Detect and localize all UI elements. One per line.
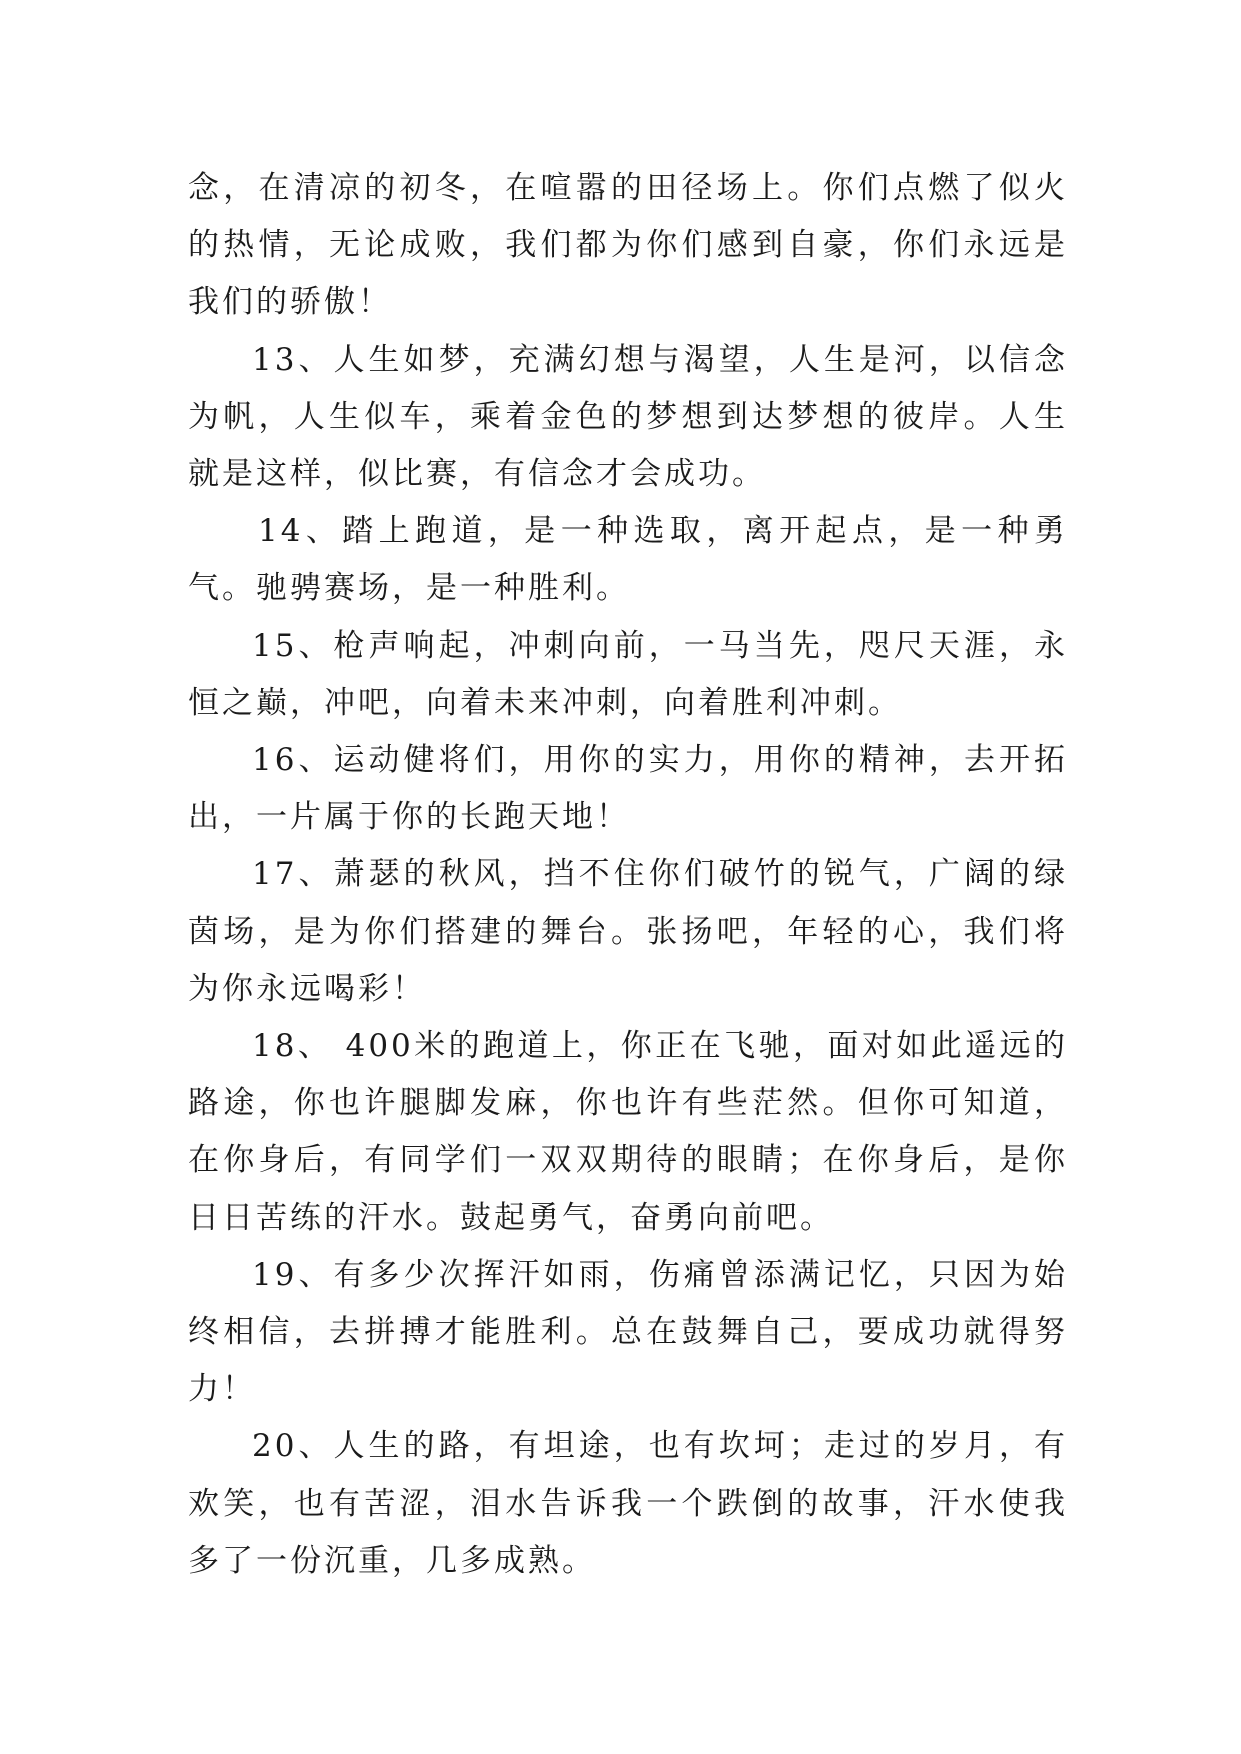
document-body — [188, 160, 1068, 1590]
paragraph-14: 14、踏上跑道，是一种选取，离开起点，是一种勇气。驰骋赛场，是一种胜利。 — [188, 513, 1068, 607]
paragraph-16: 16、运动健将们，用你的实力，用你的精神，去开拓出，一片属于你的长跑天地！ — [188, 742, 1068, 836]
paragraph-continuation: 念，在清凉的初冬，在喧嚣的田径场上。你们点燃了似火的热情，无论成败，我们都为你们感到自豪，你们永远是我们的骄傲！ — [188, 170, 1068, 321]
paragraph-15: 15、枪声响起，冲刺向前，一马当先，咫尺天涯，永恒之巅，冲吧，向着未来冲刺，向着胜利冲刺。 — [188, 627, 1068, 721]
paragraph-13: 13、人生如梦，充满幻想与渴望，人生是河，以信念为帆，人生似车，乘着金色的梦想到达梦想的彼岸。人生就是这样，似比赛，有信念才会成功。 — [188, 341, 1068, 493]
paragraph-19: 19、有多少次挥汗如雨，伤痛曾添满记忆，只因为始终相信，去拼搏才能胜利。总在鼓舞自己，要成功就得努力！ — [188, 1256, 1068, 1408]
paragraph-20: 20、人生的路，有坦途，也有坎坷；走过的岁月，有欢笑，也有苦涩，泪水告诉我一个跌倒的故事，汗水使我多了一份沉重，几多成熟。 — [188, 1428, 1068, 1579]
paragraph-18: 18、 400米的跑道上，你正在飞驰，面对如此遥远的路途，你也许腿脚发麻，你也许有些茫然。但你可知道，在你身后，有同学们一双双期待的眼睛；在你身后，是你日日苦练的汗水。鼓起勇气，奋勇向前吧。 — [188, 1028, 1068, 1236]
paragraph-17: 17、萧瑟的秋风，挡不住你们破竹的锐气，广阔的绿茵场，是为你们搭建的舞台。张扬吧，年轻的心，我们将为你永远喝彩！ — [188, 856, 1068, 1007]
